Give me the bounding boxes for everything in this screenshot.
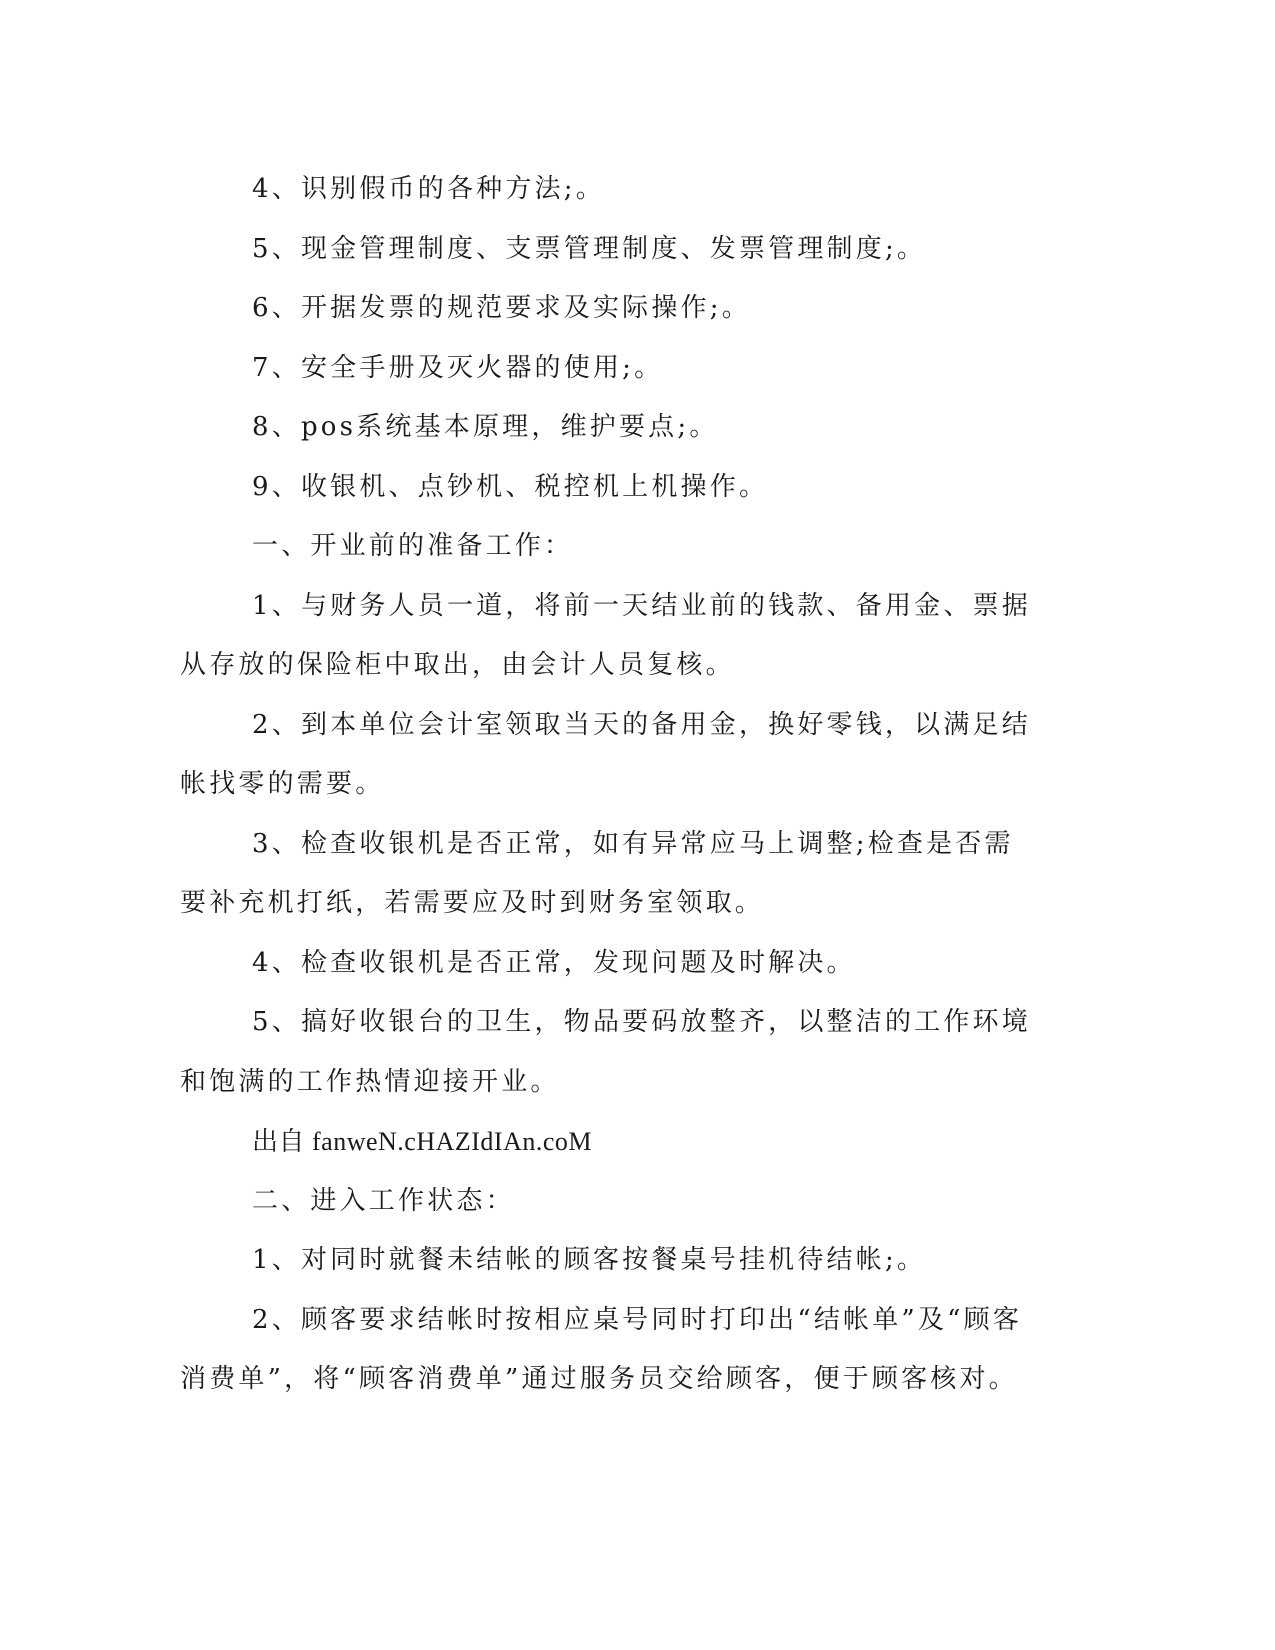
section-heading: 一、开业前的准备工作： — [252, 531, 574, 561]
list-item: 4、识别假币的各种方法;。 — [252, 174, 605, 204]
list-item: 8、pos系统基本原理，维护要点;。 — [252, 412, 719, 442]
list-item: 3、检查收银机是否正常，如有异常应马上调整;检查是否需要补充机打纸，若需要应及时到财务室领取。 — [180, 828, 1014, 918]
source-line: 出自 fanweN.cHAZIdIAn.coM — [252, 1127, 593, 1156]
list-item: 1、对同时就餐未结帐的顾客按餐桌号挂机待结帐;。 — [252, 1245, 927, 1275]
section-heading: 二、进入工作状态： — [252, 1185, 515, 1216]
list-item: 2、到本单位会计室领取当天的备用金，换好零钱，以满足结帐找零的需要。 — [180, 709, 1031, 799]
list-item: 7、安全手册及灭火器的使用;。 — [252, 352, 664, 383]
list-item: 5、现金管理制度、支票管理制度、发票管理制度;。 — [252, 233, 927, 264]
list-item: 2、顾客要求结帐时按相应桌号同时打印出“结帐单”及“顾客消费单”，将“顾客消费单”通过服务员交给顾客，便于顾客核对。 — [180, 1304, 1023, 1394]
list-item: 6、开据发票的规范要求及实际操作;。 — [252, 293, 751, 323]
list-item: 9、收银机、点钞机、税控机上机操作。 — [252, 471, 769, 502]
list-item: 5、搞好收银台的卫生，物品要码放整齐，以整洁的工作环境和饱满的工作热情迎接开业。 — [180, 1007, 1031, 1097]
document-body — [180, 160, 1040, 1410]
list-item: 1、与财务人员一道，将前一天结业前的钱款、备用金、票据从存放的保险柜中取出，由会计人员复核。 — [180, 590, 1031, 680]
list-item: 4、检查收银机是否正常，发现问题及时解决。 — [252, 947, 856, 978]
